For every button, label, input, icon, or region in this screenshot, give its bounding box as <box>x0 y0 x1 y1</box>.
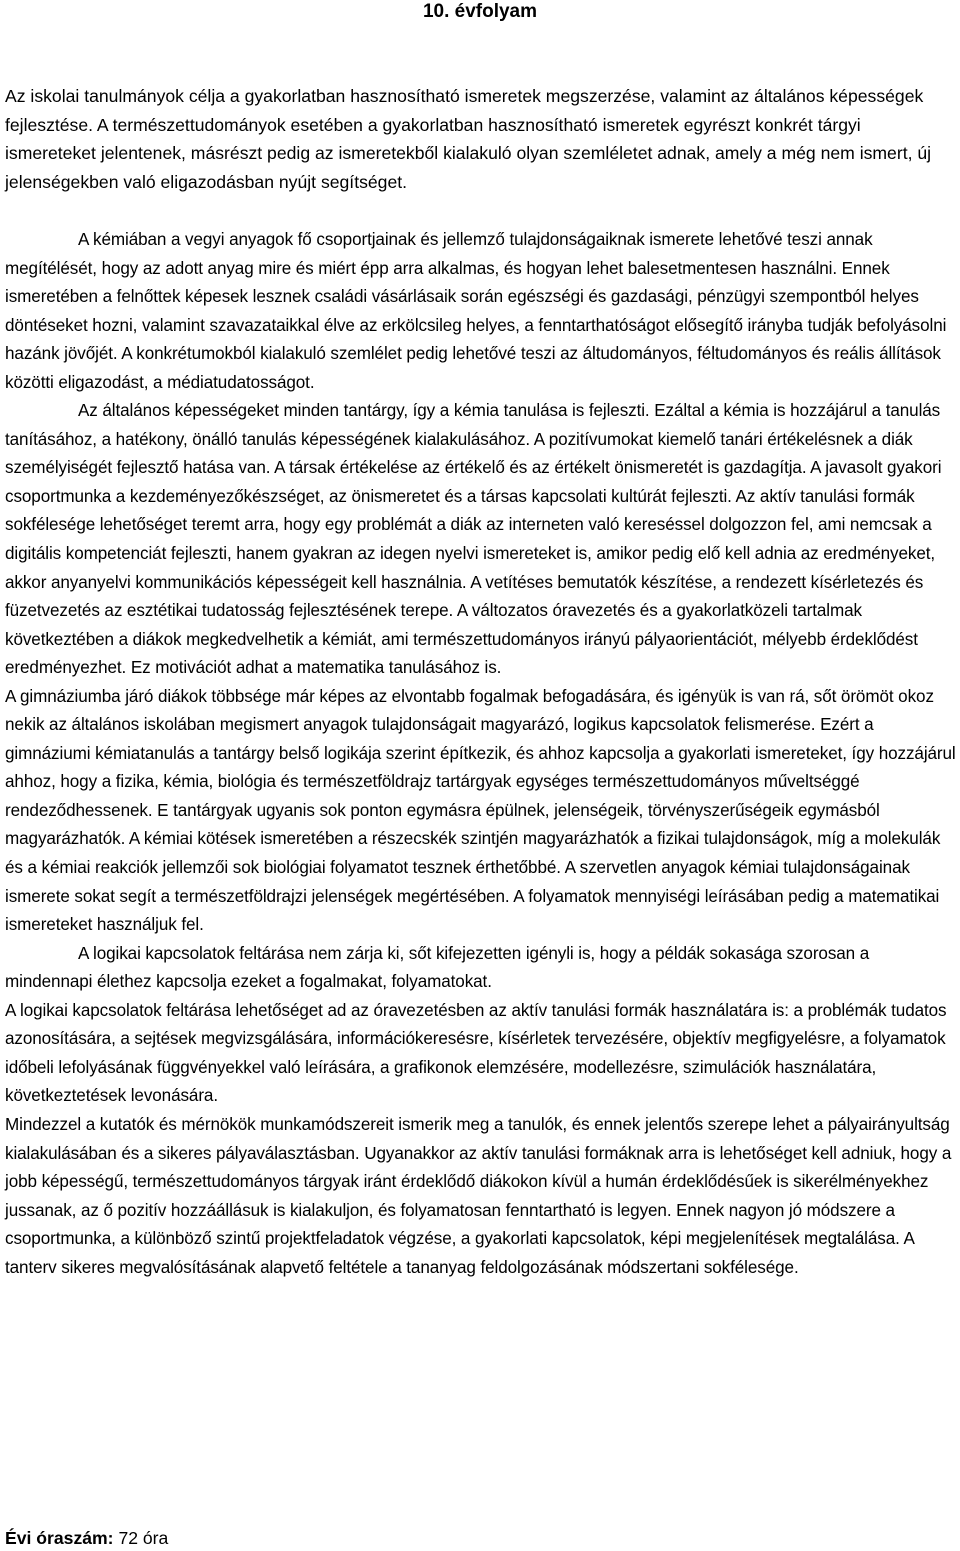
paragraph-logical-connections: A logikai kapcsolatok feltárása nem zárja ki, sőt kifejezetten igényli is, hogy a példák sokasága szorosan a mindennapi élethez kapcsolja ezeket a fogalmakat, folyamatokat. <box>5 943 870 992</box>
paragraph-chemistry-knowledge: A kémiában a vegyi anyagok fő csoportjainak és jellemző tulajdonságaiknak ismerete lehetővé teszi annak megítélését, hogy az adott anyag mire és miért épp arra alkalmas, és hogyan lehet balesetmentesen használni. Ennek ismeretében a felnőttek képesek lesznek családi vásárlásaik során egészségi és gazdasági, pénzügyi szempontból helyes döntéseket hozni, valamint szavazataikkal élve az erkölcsileg helyes, a fenntarthatóságot elősegítő irányba tudják befolyásolni hazánk jövőjét. A konkrétumokból kialakuló szemlélet pedig lehetővé teszi az áltudományos, féltudományos és reális állítások közötti eligazodást, a médiatudatosságot. <box>5 230 947 392</box>
intro-paragraph: Az iskolai tanulmányok célja a gyakorlatban hasznosítható ismeretek megszerzése, valamint az általános képességek fejlesztése. A természettudományok esetében a gyakorlatban hasznosítható ismeretek egyrészt konkrét tárgyi ismereteket jelentenek, másrészt pedig az ismeretekből kialakuló olyan szemléletet adnak, amely a még nem ismert, új jelenségekben való eligazodásban nyújt segítséget. <box>5 86 932 192</box>
paragraph-gymnasium: A gimnáziumba járó diákok többsége már képes az elvontabb fogalmak befogadására, és igényük is van rá, sőt örömöt okoz nekik az általános iskolában megismert anyagok tulajdonságait magyarázó, logikus kapcsolatok felismerése. Ezért a gimnáziumi kémiatanulás a tantárgy belső logikája szerint építkezik, és ahhoz kapcsolja a gyakorlati ismereteket, így hozzájárul ahhoz, hogy a fizika, kémia, biológia és természetföldrajz tartárgyak egységes természettudományos műveltséggé rendeződhessenek. E tantárgyak ugyanis sok ponton egymásra épülnek, jelenségeik, törvényszerűségeik egymásból magyarázhatók. A kémiai kötések ismeretében a részecskék szintjén magyarázhatók a fizikai tulajdonságok, míg a molekulák és a kémiai reakciók jellemzői sok biológiai folyamatot tesznek érthetőbbé. A szervetlen anyagok kémiai tulajdonságainak ismerete sokat segít a természetföldrajzi jelenségek megértésében. A folyamatok mennyiségi leírásában pedig a matematikai ismereteket használjuk fel. <box>5 686 956 935</box>
paragraph-general-skills: Az általános képességeket minden tantárgy, így a kémia tanulása is fejleszti. Ezáltal a kémia is hozzájárul a tanulás tanításához, a hatékony, önálló tanulás képességének kialakulásához. A pozitívumokat kiemelő tanári értékelésnek a diák személyiségét fejlesztő hatása van. A társak értékelése az értékelő és az értékelt önismeretét is gazdagítja. A javasolt gyakori csoportmunka a kezdeményezőkészséget, az önismeretet és a társas kapcsolati kultúrát fejleszti. Az aktív tanulási formák sokfélesége lehetőséget teremt arra, hogy egy problémát a diák az interneten való kereséssel dolgozzon fel, ami nemcsak a digitális kompetenciát fejleszti, hanem gyakran az idegen nyelvi ismereteket is, amikor pedig elő kell adnia az eredményeket, akkor anyanyelvi kommunikációs képességeit kell használnia. A vetítéses bemutatók készítése, a rendezett kísérletezés és füzetvezetés az esztétikai tudatosság fejlesztésének terepe. A változatos óravezetés és a gyakorlatközeli tartalmak következtében a diákok megkedvelhetik a kémiát, ami természettudományos irányú pályaorientációt, mélyebb érdeklődést eredményezhet. Ez motivációt adhat a matematika tanulásához is. <box>5 401 942 678</box>
annual-hours-label: Évi óraszám: <box>5 1528 114 1548</box>
annual-hours-value: 72 óra <box>118 1528 169 1548</box>
body-section <box>5 226 957 1282</box>
page-title: 10. évfolyam <box>422 1 538 22</box>
intro-section <box>5 82 955 196</box>
paragraph-active-learning: A logikai kapcsolatok feltárása lehetőséget ad az óravezetésben az aktív tanulási formák használatára is: a problémák tudatos azonosítására, a sejtések megvizsgálására, információkeresésre, kísérletek tervezésére, objektív megfigyelésre, a folyamatok időbeli lefolyásának függvényekkel való leírására, a grafikonok elemzésére, modellezésre, szimulációk használatára, következtetések levonására. <box>5 1000 947 1106</box>
annual-hours <box>5 1525 168 1551</box>
paragraph-research-methods: Mindezzel a kutatók és mérnökök munkamódszereit ismerik meg a tanulók, és ennek jelentős szerepe lehet a pályairányultság kialakulásában és a sikeres pályaválasztásban. Ugyanakkor az aktív tanulási formáknak arra is lehetőséget kell adniuk, hogy a jobb képességű, természettudományos tárgyak iránt érdeklődő diákokon kívül a humán érdeklődésűek is sikerélményekhez jussanak, az ő pozitív hozzáállásuk is kialakuljon, és folyamatosan fenntartható is legyen. Ennek nagyon jó módszere a csoportmunka, a különböző szintű projektfeladatok végzése, a gyakorlati kapcsolatok, képi megjelenítések megtalálása. A tanterv sikeres megvalósításának alapvető feltétele a tananyag feldolgozásának módszertani sokfélesége. <box>5 1114 952 1277</box>
